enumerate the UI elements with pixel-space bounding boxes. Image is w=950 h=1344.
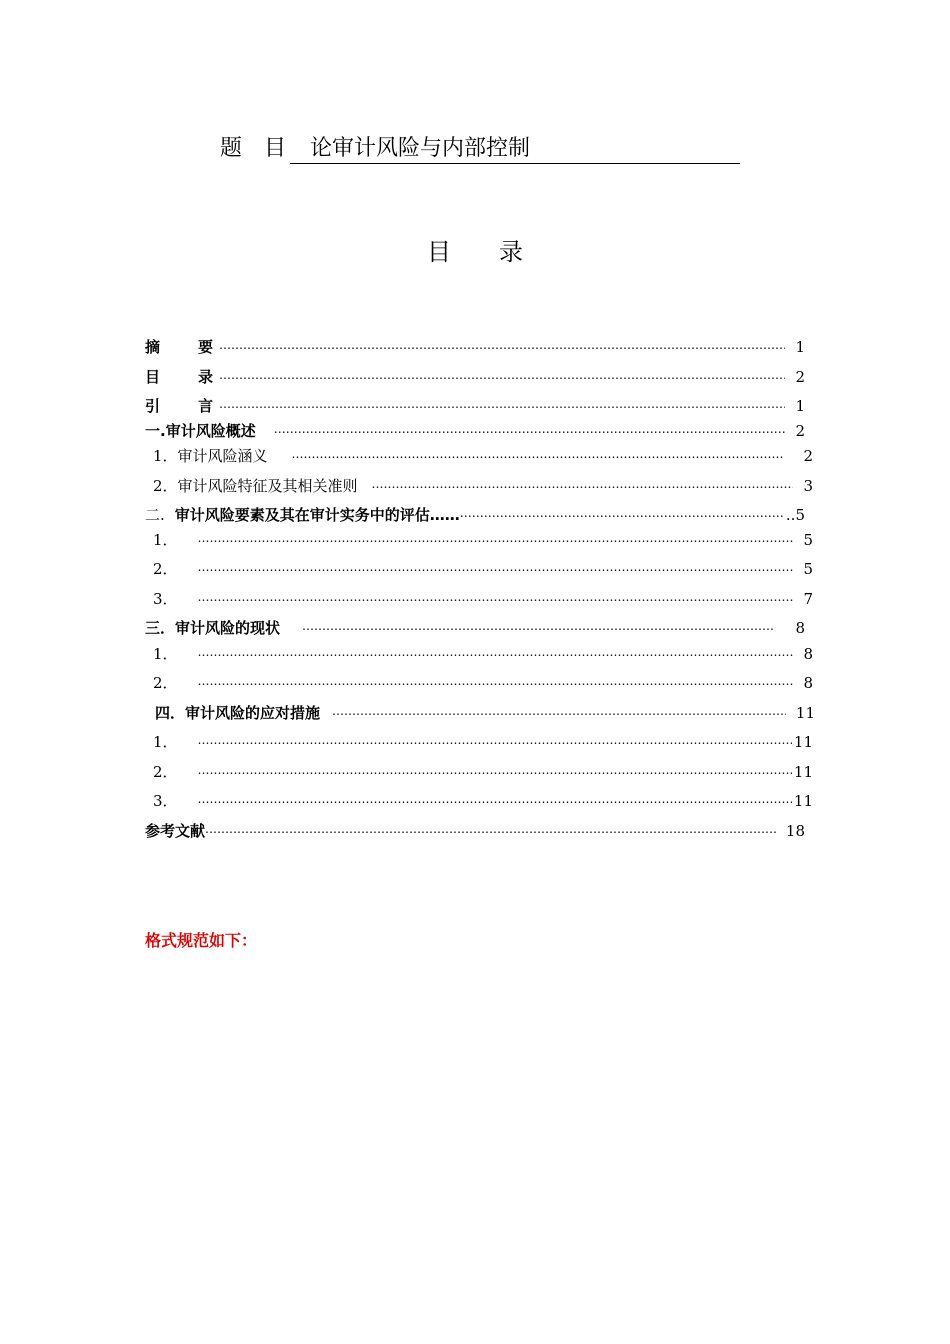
toc-entry-label: 目 录 bbox=[145, 368, 214, 386]
toc-entry-page: 8 bbox=[803, 645, 813, 663]
toc-entry-page: 5 bbox=[803, 560, 813, 578]
toc-entry-label: 四．审计风险的应对措施 bbox=[155, 704, 321, 722]
toc-entry-page: 11 bbox=[793, 763, 813, 781]
thesis-title: 论审计风险与内部控制 bbox=[290, 135, 740, 164]
toc-entry-label: 参考文献 bbox=[145, 822, 206, 840]
toc-entry-references bbox=[145, 819, 805, 843]
toc-entry-label: 1． bbox=[153, 733, 178, 751]
toc-entry-3-2 bbox=[145, 671, 813, 695]
toc-entry-label: 3． bbox=[153, 792, 178, 810]
toc-leader-dots bbox=[198, 730, 792, 754]
toc-leader-dots bbox=[198, 557, 793, 581]
toc-heading: 目录 bbox=[427, 238, 571, 266]
toc-leader-dots bbox=[198, 671, 793, 695]
toc-entry-chapter-4 bbox=[145, 701, 815, 725]
toc-entry-4-3 bbox=[145, 789, 813, 813]
toc-entry-2-1 bbox=[145, 528, 813, 552]
toc-leader-dots bbox=[219, 394, 785, 418]
toc-entry-page: 11 bbox=[795, 704, 815, 722]
title-label-char-2: 目 bbox=[264, 136, 287, 161]
toc-entry-label: 2． bbox=[153, 674, 178, 692]
toc-entry-label: 2．审计风险特征及其相关准则 bbox=[153, 477, 358, 495]
toc-entry-chapter-3 bbox=[145, 616, 805, 640]
toc-leader-dots bbox=[460, 503, 784, 527]
toc-entry-page: 11 bbox=[793, 733, 813, 751]
toc-leader-dots bbox=[292, 444, 783, 468]
toc-entry-1-1 bbox=[145, 444, 813, 468]
toc-entry-label: 三．审计风险的现状 bbox=[145, 619, 281, 637]
thesis-title-line bbox=[220, 133, 740, 165]
toc-entry-page: 7 bbox=[803, 590, 813, 608]
toc-leader-dots bbox=[198, 587, 793, 611]
title-label-char-1: 题 bbox=[220, 136, 243, 161]
toc-entry-page: 2 bbox=[795, 368, 805, 386]
toc-entry-label: 引 言 bbox=[145, 397, 214, 415]
toc-leader-dots bbox=[205, 819, 776, 843]
toc-leader-dots bbox=[198, 760, 792, 784]
toc-entry-page: 8 bbox=[795, 619, 805, 637]
toc-entry-page: 5 bbox=[803, 531, 813, 549]
toc-entry-chapter-1 bbox=[145, 419, 805, 443]
toc-entry-label: 一.审计风险概述 bbox=[145, 422, 256, 440]
toc-entry-2-2 bbox=[145, 557, 813, 581]
toc-leader-dots bbox=[332, 701, 786, 725]
toc-entry-page: 2 bbox=[803, 447, 813, 465]
toc-leader-dots bbox=[219, 335, 785, 359]
toc-entry-2-3 bbox=[145, 587, 813, 611]
toc-entry-page: 8 bbox=[803, 674, 813, 692]
toc-entry-page: 11 bbox=[793, 792, 813, 810]
toc-entry-chapter-2 bbox=[145, 503, 805, 527]
toc-entry-abstract bbox=[145, 335, 805, 359]
toc-entry-page: ..5 bbox=[785, 506, 805, 524]
toc-entry-1-2 bbox=[145, 474, 813, 498]
toc-entry-number: 二. bbox=[145, 506, 165, 524]
toc-entry-introduction bbox=[145, 394, 805, 418]
toc-entry-contents bbox=[145, 365, 805, 389]
title-label bbox=[220, 133, 290, 165]
toc-leader-dots bbox=[302, 616, 775, 640]
toc-leader-dots bbox=[372, 474, 793, 498]
toc-entry-label: 1． bbox=[153, 531, 178, 549]
toc-entry-label: 审计风险要素及其在审计实务中的评估…… bbox=[174, 506, 460, 524]
toc-entry-page: 2 bbox=[795, 422, 805, 440]
toc-entry-page: 18 bbox=[785, 822, 805, 840]
toc-leader-dots bbox=[198, 789, 792, 813]
toc-leader-dots bbox=[274, 419, 785, 443]
toc-entry-label: 摘 要 bbox=[145, 338, 214, 356]
toc-entry-3-1 bbox=[145, 642, 813, 666]
toc-entry-label: 3． bbox=[153, 590, 178, 608]
toc-entry-page: 3 bbox=[803, 477, 813, 495]
toc-entry-label: 1． bbox=[153, 645, 178, 663]
toc-entry-4-2 bbox=[145, 760, 813, 784]
toc-leader-dots bbox=[219, 365, 785, 389]
toc-entry-page: 1 bbox=[795, 338, 805, 356]
toc-entry-label: 1．审计风险涵义 bbox=[153, 447, 268, 465]
toc-leader-dots bbox=[198, 528, 793, 552]
toc-entry-label: 2． bbox=[153, 560, 178, 578]
format-note: 格式规范如下： bbox=[145, 931, 258, 950]
toc-entry-page: 1 bbox=[795, 397, 805, 415]
toc-entry-label: 2． bbox=[153, 763, 178, 781]
toc-entry-4-1 bbox=[145, 730, 813, 754]
toc-leader-dots bbox=[198, 642, 793, 666]
